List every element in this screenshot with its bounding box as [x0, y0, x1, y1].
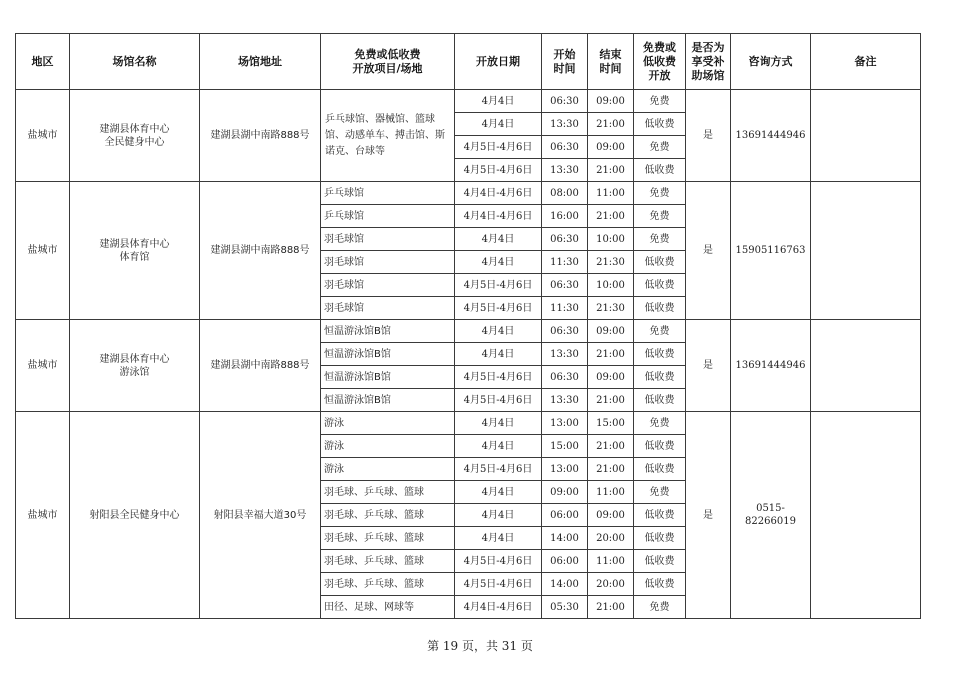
fee-type-cell: 免费 [634, 412, 686, 435]
date-cell: 4月4日 [455, 527, 542, 550]
start-time-cell: 06:30 [542, 90, 588, 113]
header-end-time: 结束 时间 [588, 34, 634, 90]
fee-type-cell: 低收费 [634, 159, 686, 182]
fee-type-cell: 低收费 [634, 504, 686, 527]
date-cell: 4月4日 [455, 481, 542, 504]
date-cell: 4月4日 [455, 343, 542, 366]
date-cell: 4月5日-4月6日 [455, 550, 542, 573]
date-cell: 4月5日-4月6日 [455, 573, 542, 596]
header-contact: 咨询方式 [731, 34, 811, 90]
start-time-cell: 08:00 [542, 182, 588, 205]
date-cell: 4月5日-4月6日 [455, 274, 542, 297]
start-time-cell: 05:30 [542, 596, 588, 619]
date-cell: 4月5日-4月6日 [455, 297, 542, 320]
end-time-cell: 21:00 [588, 113, 634, 136]
start-time-cell: 06:30 [542, 274, 588, 297]
date-cell: 4月5日-4月6日 [455, 389, 542, 412]
item-cell: 羽毛球、乒乓球、篮球 [321, 550, 455, 573]
fee-type-cell: 低收费 [634, 389, 686, 412]
date-cell: 4月4日 [455, 228, 542, 251]
item-cell: 乒乓球馆 [321, 205, 455, 228]
remark-cell [811, 412, 921, 619]
end-time-cell: 21:30 [588, 251, 634, 274]
header-venue-address: 场馆地址 [200, 34, 321, 90]
header-remark: 备注 [811, 34, 921, 90]
fee-type-cell: 低收费 [634, 297, 686, 320]
region-cell: 盐城市 [16, 320, 70, 412]
start-time-cell: 11:30 [542, 251, 588, 274]
date-cell: 4月4日 [455, 320, 542, 343]
item-cell: 游泳 [321, 458, 455, 481]
subsidy-cell: 是 [686, 90, 731, 182]
start-time-cell: 13:00 [542, 412, 588, 435]
date-cell: 4月4日 [455, 113, 542, 136]
region-cell: 盐城市 [16, 412, 70, 619]
subsidy-cell: 是 [686, 182, 731, 320]
table-row [16, 90, 921, 113]
start-time-cell: 13:30 [542, 159, 588, 182]
header-items: 免费或低收费 开放项目/场地 [321, 34, 455, 90]
header-date: 开放日期 [455, 34, 542, 90]
end-time-cell: 21:00 [588, 458, 634, 481]
date-cell: 4月4日-4月6日 [455, 205, 542, 228]
item-cell: 恒温游泳馆B馆 [321, 343, 455, 366]
end-time-cell: 20:00 [588, 527, 634, 550]
venue-address-cell: 建湖县湖中南路888号 [200, 90, 321, 182]
header-row [16, 34, 921, 90]
fee-type-cell: 低收费 [634, 366, 686, 389]
header-start-time: 开始 时间 [542, 34, 588, 90]
end-time-cell: 09:00 [588, 320, 634, 343]
item-cell: 羽毛球、乒乓球、篮球 [321, 527, 455, 550]
start-time-cell: 14:00 [542, 573, 588, 596]
end-time-cell: 21:00 [588, 205, 634, 228]
end-time-cell: 21:30 [588, 297, 634, 320]
item-cell: 恒温游泳馆B馆 [321, 366, 455, 389]
fee-type-cell: 低收费 [634, 113, 686, 136]
contact-cell: 13691444946 [731, 320, 811, 412]
item-cell: 羽毛球、乒乓球、篮球 [321, 481, 455, 504]
date-cell: 4月5日-4月6日 [455, 366, 542, 389]
end-time-cell: 21:00 [588, 435, 634, 458]
fee-type-cell: 低收费 [634, 274, 686, 297]
start-time-cell: 13:30 [542, 389, 588, 412]
item-cell: 田径、足球、网球等 [321, 596, 455, 619]
item-cell: 游泳 [321, 435, 455, 458]
start-time-cell: 06:00 [542, 550, 588, 573]
fee-type-cell: 免费 [634, 596, 686, 619]
end-time-cell: 21:00 [588, 389, 634, 412]
contact-cell: 0515-82266019 [731, 412, 811, 619]
fee-type-cell: 免费 [634, 228, 686, 251]
item-cell: 游泳 [321, 412, 455, 435]
contact-cell: 13691444946 [731, 90, 811, 182]
venue-name-cell: 射阳县全民健身中心 [70, 412, 200, 619]
start-time-cell: 16:00 [542, 205, 588, 228]
fee-type-cell: 免费 [634, 182, 686, 205]
fee-type-cell: 免费 [634, 320, 686, 343]
start-time-cell: 11:30 [542, 297, 588, 320]
items-cell: 乒乓球馆、器械馆、篮球馆、动感单车、搏击馆、斯诺克、台球等 [321, 90, 455, 182]
start-time-cell: 14:00 [542, 527, 588, 550]
end-time-cell: 09:00 [588, 90, 634, 113]
date-cell: 4月4日 [455, 412, 542, 435]
date-cell: 4月5日-4月6日 [455, 159, 542, 182]
end-time-cell: 09:00 [588, 136, 634, 159]
item-cell: 乒乓球馆 [321, 182, 455, 205]
end-time-cell: 10:00 [588, 274, 634, 297]
remark-cell [811, 320, 921, 412]
item-cell: 羽毛球馆 [321, 228, 455, 251]
start-time-cell: 06:30 [542, 136, 588, 159]
start-time-cell: 09:00 [542, 481, 588, 504]
contact-cell: 15905116763 [731, 182, 811, 320]
table-row [16, 412, 921, 435]
item-cell: 羽毛球馆 [321, 251, 455, 274]
venue-address-cell: 射阳县幸福大道30号 [200, 412, 321, 619]
header-subsidy: 是否为 享受补 助场馆 [686, 34, 731, 90]
start-time-cell: 13:30 [542, 343, 588, 366]
venue-address-cell: 建湖县湖中南路888号 [200, 320, 321, 412]
subsidy-cell: 是 [686, 412, 731, 619]
end-time-cell: 11:00 [588, 182, 634, 205]
date-cell: 4月4日 [455, 251, 542, 274]
remark-cell [811, 182, 921, 320]
start-time-cell: 06:30 [542, 320, 588, 343]
end-time-cell: 21:00 [588, 343, 634, 366]
end-time-cell: 09:00 [588, 366, 634, 389]
venue-name-cell: 建湖县体育中心 体育馆 [70, 182, 200, 320]
subsidy-cell: 是 [686, 320, 731, 412]
fee-type-cell: 低收费 [634, 573, 686, 596]
remark-cell [811, 90, 921, 182]
page-number-footer: 第 19 页，共 31 页 [427, 639, 533, 653]
item-cell: 羽毛球馆 [321, 274, 455, 297]
venue-name-cell: 建湖县体育中心 全民健身中心 [70, 90, 200, 182]
start-time-cell: 06:30 [542, 228, 588, 251]
fee-type-cell: 低收费 [634, 458, 686, 481]
start-time-cell: 06:30 [542, 366, 588, 389]
venue-name-cell: 建湖县体育中心 游泳馆 [70, 320, 200, 412]
date-cell: 4月4日-4月6日 [455, 596, 542, 619]
fee-type-cell: 低收费 [634, 550, 686, 573]
fee-type-cell: 免费 [634, 90, 686, 113]
end-time-cell: 21:00 [588, 596, 634, 619]
item-cell: 羽毛球、乒乓球、篮球 [321, 573, 455, 596]
region-cell: 盐城市 [16, 182, 70, 320]
date-cell: 4月4日 [455, 435, 542, 458]
item-cell: 羽毛球、乒乓球、篮球 [321, 504, 455, 527]
date-cell: 4月4日 [455, 504, 542, 527]
table-row [16, 182, 921, 205]
date-cell: 4月5日-4月6日 [455, 458, 542, 481]
date-cell: 4月4日-4月6日 [455, 182, 542, 205]
end-time-cell: 10:00 [588, 228, 634, 251]
fee-type-cell: 免费 [634, 205, 686, 228]
venue-schedule-table [15, 33, 921, 619]
end-time-cell: 11:00 [588, 481, 634, 504]
header-venue-name: 场馆名称 [70, 34, 200, 90]
item-cell: 羽毛球馆 [321, 297, 455, 320]
fee-type-cell: 低收费 [634, 343, 686, 366]
region-cell: 盐城市 [16, 90, 70, 182]
item-cell: 恒温游泳馆B馆 [321, 389, 455, 412]
end-time-cell: 15:00 [588, 412, 634, 435]
header-fee-type: 免费或 低收费 开放 [634, 34, 686, 90]
date-cell: 4月4日 [455, 90, 542, 113]
start-time-cell: 06:00 [542, 504, 588, 527]
start-time-cell: 15:00 [542, 435, 588, 458]
fee-type-cell: 低收费 [634, 251, 686, 274]
end-time-cell: 09:00 [588, 504, 634, 527]
start-time-cell: 13:30 [542, 113, 588, 136]
date-cell: 4月5日-4月6日 [455, 136, 542, 159]
fee-type-cell: 低收费 [634, 527, 686, 550]
end-time-cell: 11:00 [588, 550, 634, 573]
fee-type-cell: 免费 [634, 136, 686, 159]
fee-type-cell: 免费 [634, 481, 686, 504]
start-time-cell: 13:00 [542, 458, 588, 481]
header-region: 地区 [16, 34, 70, 90]
venue-address-cell: 建湖县湖中南路888号 [200, 182, 321, 320]
end-time-cell: 21:00 [588, 159, 634, 182]
end-time-cell: 20:00 [588, 573, 634, 596]
fee-type-cell: 低收费 [634, 435, 686, 458]
item-cell: 恒温游泳馆B馆 [321, 320, 455, 343]
table-row [16, 320, 921, 343]
